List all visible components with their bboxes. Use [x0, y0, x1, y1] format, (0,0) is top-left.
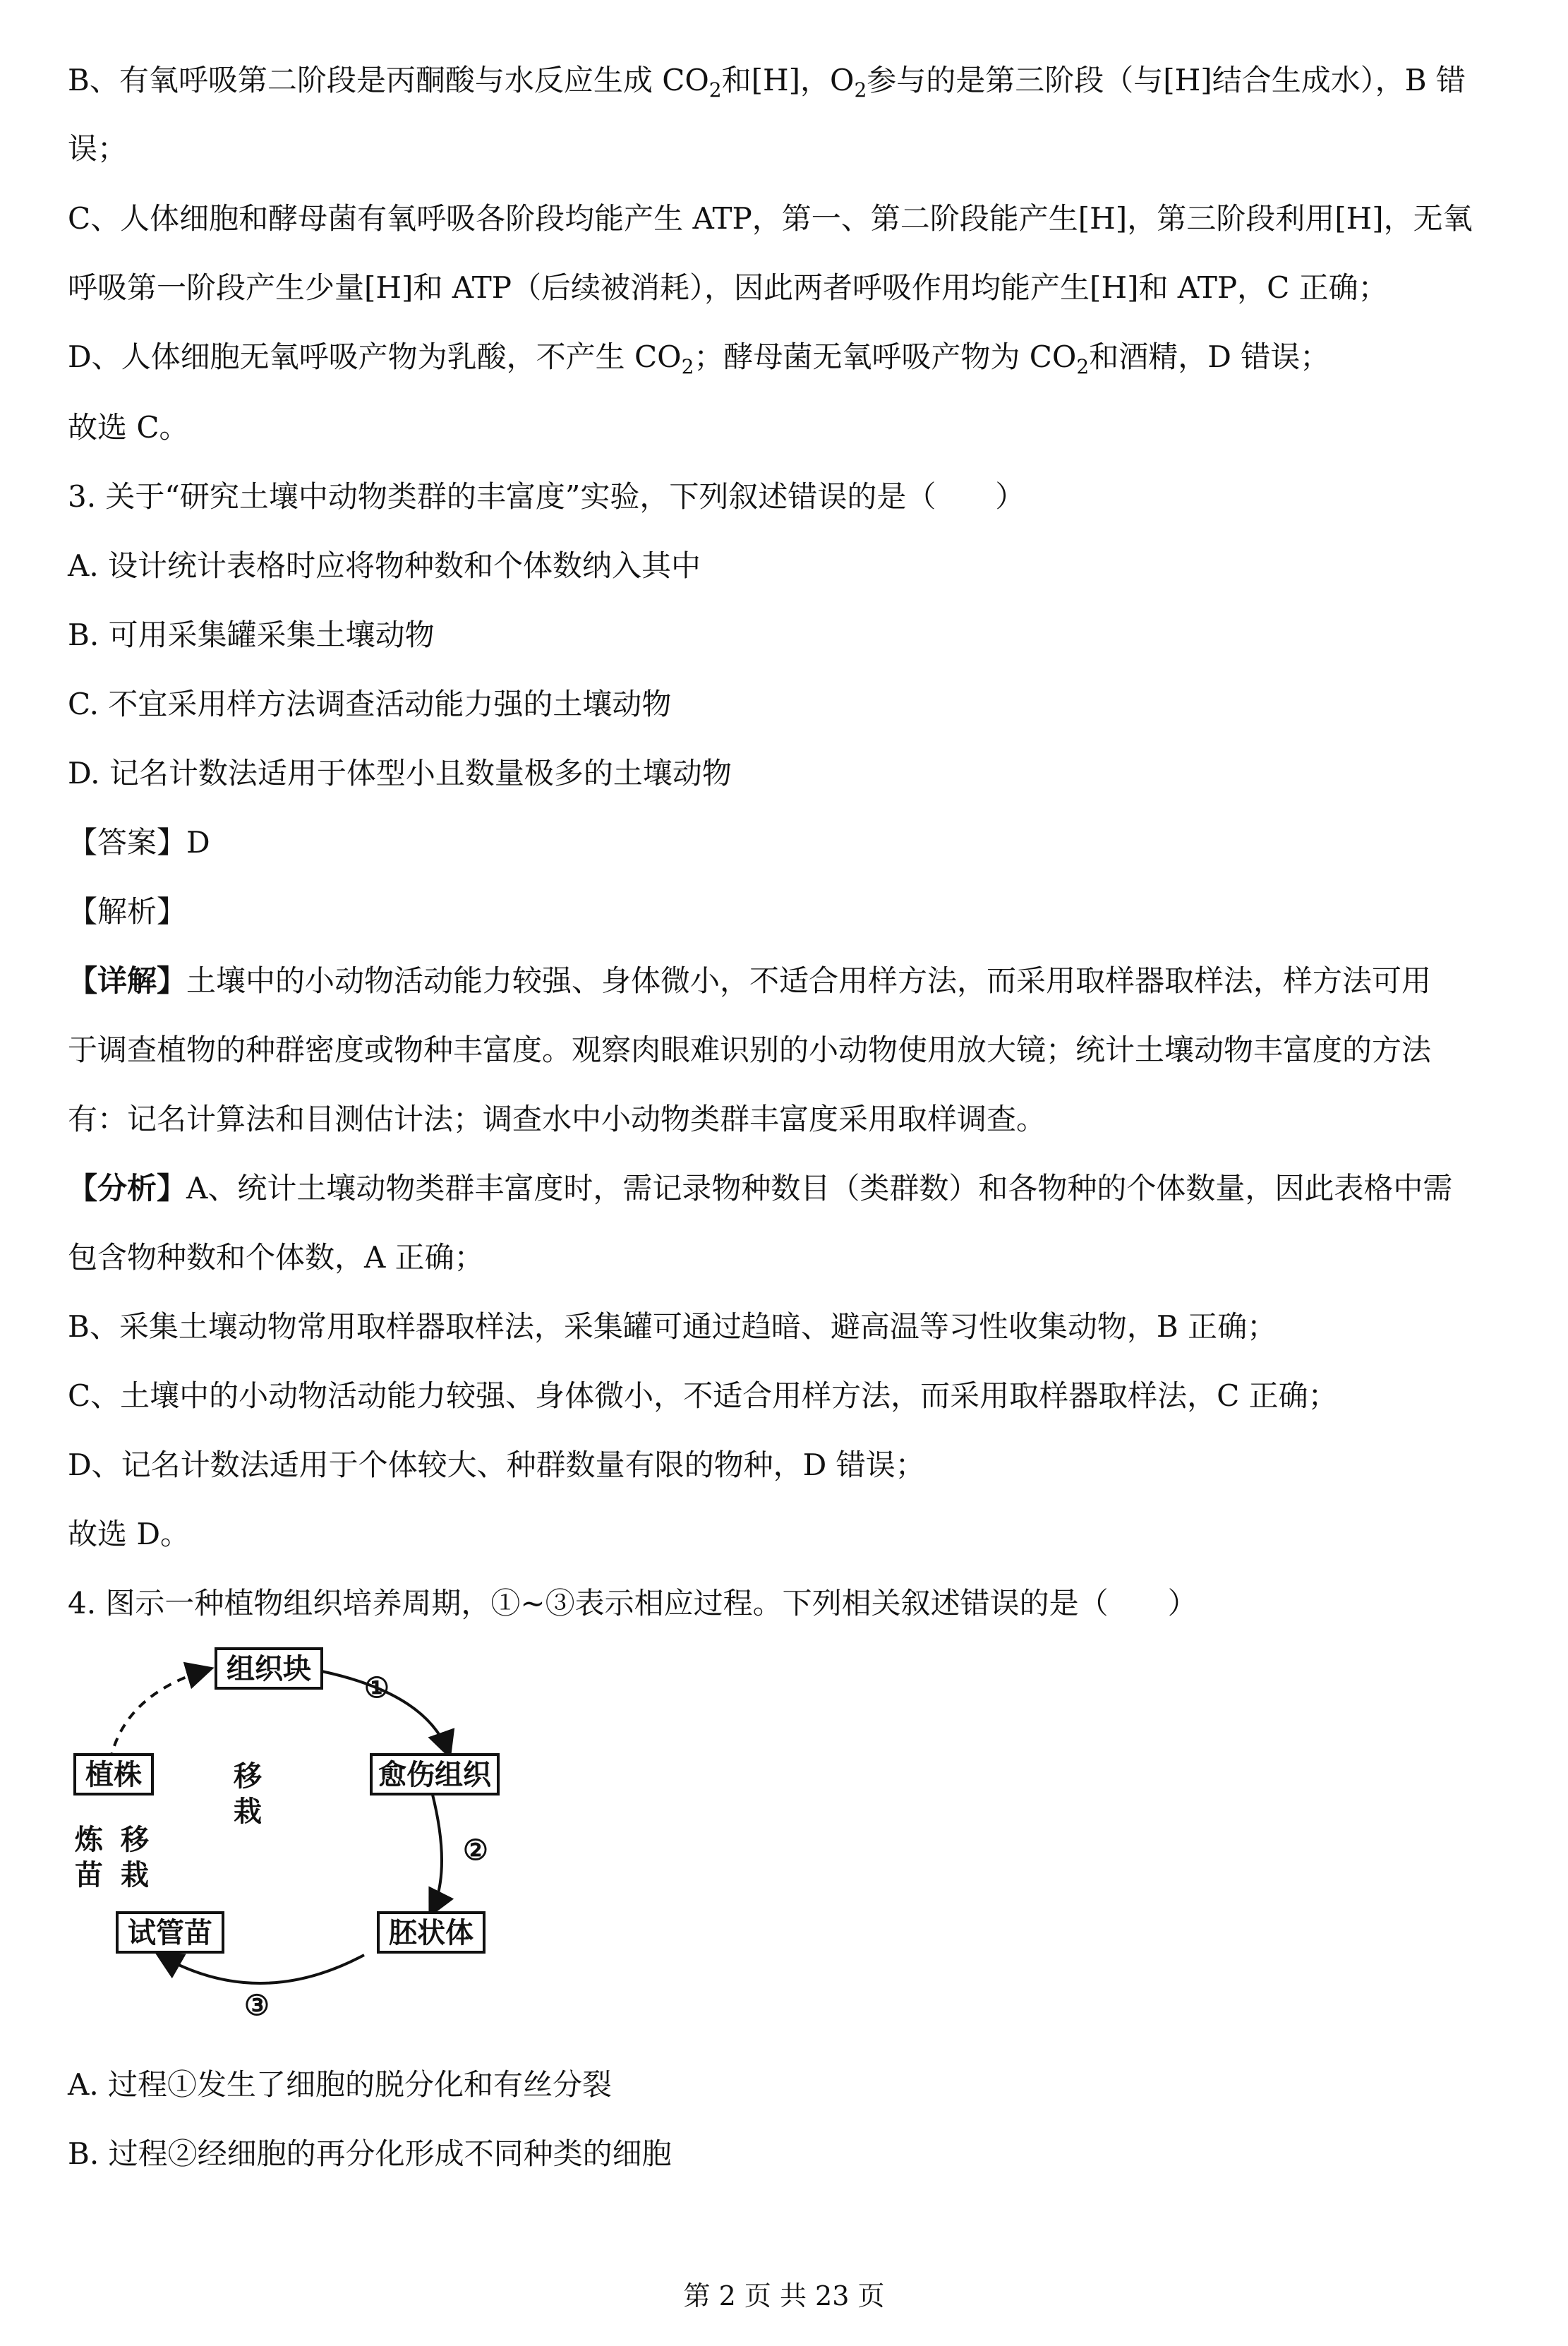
arrow-3 — [159, 1955, 364, 1983]
detail-line: 有：记名计算法和目测估计法；调查水中小动物类群丰富度采用取样调查。 — [68, 1102, 1047, 1136]
text-line: 误； — [68, 131, 128, 166]
node-callus — [371, 1755, 498, 1794]
answer: 【答案】D — [68, 825, 210, 860]
tissue-culture-diagram — [68, 1644, 505, 2040]
arrow-2 — [431, 1789, 442, 1913]
center-label-2: 栽 — [234, 1795, 262, 1828]
analysis-line: D、记名计数法适用于个体较大、种群数量有限的物种，D 错误； — [68, 1448, 925, 1482]
step-3-label: ③ — [244, 1989, 270, 2022]
analysis-heading: 【解析】 — [68, 894, 187, 929]
text-line: B、有氧呼吸第二阶段是丙酮酸与水反应生成 $CO_2$和[H]，$O_2$参与的是第三阶段（与[H]结合生成水），B 错 — [68, 63, 1466, 102]
side-label-1: 炼 — [75, 1823, 103, 1856]
svg-text:组织块: 组织块 — [227, 1652, 311, 1685]
arrow-4-dashed — [110, 1669, 209, 1761]
svg-text:愈伤组织: 愈伤组织 — [378, 1758, 491, 1791]
center-label-1: 移 — [234, 1760, 262, 1793]
option-a: A. 过程①发生了细胞的脱分化和有丝分裂 — [68, 2067, 613, 2102]
text-line: 呼吸第一阶段产生少量[H]和 ATP（后续被消耗），因此两者呼吸作用均能产生[H]和 ATP，C 正确； — [68, 270, 1388, 305]
node-plantlet — [117, 1913, 223, 1952]
question-3: 3. 关于“研究土壤中动物类群的丰富度”实验，下列叙述错误的是（ ） — [68, 479, 1025, 514]
option-d: D. 记名计数法适用于体型小且数量极多的土壤动物 — [68, 756, 732, 790]
node-embryoid — [378, 1913, 484, 1952]
analysis-line: B、采集土壤动物常用取样器取样法，采集罐可通过趋暗、避高温等习性收集动物，B 正确； — [68, 1309, 1277, 1344]
svg-text:植株: 植株 — [85, 1758, 142, 1791]
text-line: 故选 C。 — [68, 410, 189, 445]
analysis-line: 【分析】A、统计土壤动物类群丰富度时，需记录物种数目（类群数）和各物种的个体数量，因此表格中需 — [68, 1171, 1453, 1205]
node-tissue — [216, 1649, 322, 1688]
analysis-line: 故选 D。 — [68, 1517, 191, 1551]
page-footer: 第 2 页 共 23 页 — [683, 2280, 885, 2311]
svg-text:胚状体: 胚状体 — [389, 1916, 474, 1949]
analysis-line: 包含物种数和个体数，A 正确； — [68, 1240, 484, 1275]
option-c: C. 不宜采用样方法调查活动能力强的土壤动物 — [68, 687, 672, 721]
step-1-label: ① — [364, 1671, 390, 1704]
svg-text:试管苗: 试管苗 — [128, 1916, 212, 1949]
side-label-2: 苗 — [75, 1858, 103, 1891]
detail-line: 【详解】土壤中的小动物活动能力较强、身体微小，不适合用样方法，而采用取样器取样法，样方法可用 — [68, 963, 1432, 998]
question-4: 4. 图示一种植物组织培养周期，①~③表示相应过程。下列相关叙述错误的是（ ） — [68, 1586, 1198, 1620]
option-b: B. 可用采集罐采集土壤动物 — [68, 618, 435, 652]
detail-line: 于调查植物的种群密度或物种丰富度。观察肉眼难识别的小动物使用放大镜；统计土壤动物丰富度的方法 — [68, 1033, 1432, 1067]
text-line: D、人体细胞无氧呼吸产物为乳酸，不产生 $CO_2$；酵母菌无氧呼吸产物为 $CO_2$和酒精，D 错误； — [68, 339, 1330, 378]
text-line: C、人体细胞和酵母菌有氧呼吸各阶段均能产生 ATP，第一、第二阶段能产生[H]，第三阶段利用[H]，无氧 — [68, 201, 1473, 236]
option-a: A. 设计统计表格时应将物种数和个体数纳入其中 — [68, 548, 701, 583]
node-plant — [75, 1755, 152, 1794]
analysis-line: C、土壤中的小动物活动能力较强、身体微小，不适合用样方法，而采用取样器取样法，C 正确； — [68, 1378, 1338, 1413]
side-label-4: 栽 — [121, 1858, 149, 1891]
step-2-label: ② — [463, 1834, 488, 1867]
option-b: B. 过程②经细胞的再分化形成不同种类的细胞 — [68, 2136, 672, 2171]
side-label-3: 移 — [121, 1823, 149, 1856]
